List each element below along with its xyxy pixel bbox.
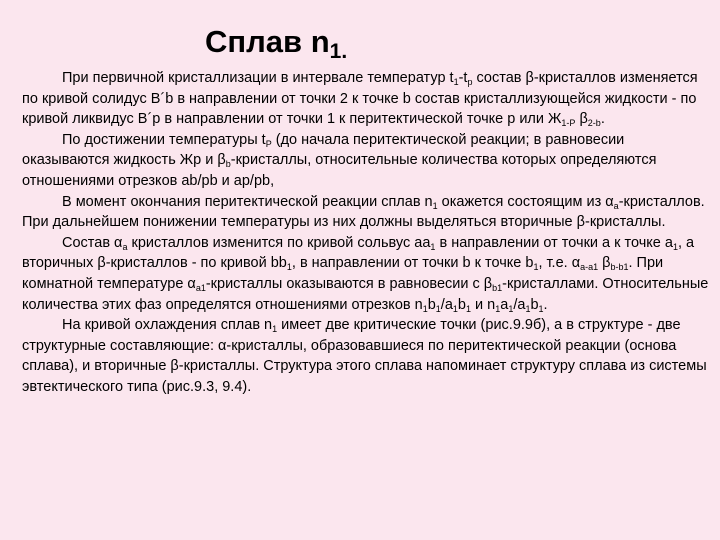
- text-run: b: [530, 296, 539, 313]
- subscript: 1: [286, 262, 292, 273]
- text-run: .: [543, 296, 548, 313]
- subscript: b-b1: [610, 262, 629, 273]
- subscript: 1: [465, 303, 471, 314]
- subscript: 1: [430, 241, 436, 252]
- text-run: окажется состоящим из α: [437, 193, 614, 210]
- paragraph: [22, 68, 712, 130]
- text-run: -t: [458, 70, 468, 86]
- subscript: 1: [272, 324, 278, 335]
- subscript: 1: [672, 241, 678, 252]
- text-run: По достижении температуры t: [62, 131, 266, 148]
- text-run: -кристаллы, относительные количества которых определяются отношениями отрезков ab/pb и ap/pb,: [22, 152, 657, 189]
- text-run: β: [598, 255, 611, 272]
- text-run: кристаллов изменится по кривой сольвус aa: [127, 234, 431, 251]
- title-subscript: 1.: [329, 40, 348, 63]
- subscript: a-a1: [580, 262, 599, 273]
- text-run: (до начала перитектической реакции; в равновесии оказываются жидкость Жр и β: [22, 131, 625, 169]
- title-text: Сплав n: [205, 24, 330, 59]
- text-run: При первичной кристаллизации в интервале температур t: [62, 70, 454, 86]
- subscript: P: [265, 138, 272, 149]
- subscript: a1: [195, 282, 206, 293]
- slide-title: [205, 24, 348, 63]
- text-run: β-кристаллов изменяется по кривой солидус B´b в направлении от точки 2 к точке b состав кристаллизующейся жидкости - по кривой ликвидус B´p в направлении от точки 1 к перитектической точке p или Ж: [22, 70, 698, 128]
- text-run: a: [500, 296, 509, 313]
- text-run: b: [427, 296, 436, 313]
- subscript: 1: [508, 303, 514, 314]
- paragraph: [22, 233, 712, 315]
- text-run: в направлении от точки a к точке a: [435, 234, 673, 251]
- text-run: , а вторичных β-кристаллов - по кривой bb: [22, 234, 695, 272]
- subscript: b1: [492, 282, 503, 293]
- text-run: , в направлении от точки b к точке b: [291, 255, 534, 272]
- paragraph: [22, 315, 712, 397]
- subscript: 1: [432, 200, 438, 211]
- text-run: , т.е. α: [538, 255, 581, 272]
- subscript: a: [613, 200, 619, 211]
- text-run: . При комнатной температуре α: [22, 255, 664, 292]
- text-run: состав: [472, 70, 526, 86]
- text-run: /a: [440, 296, 453, 313]
- subscript: 1: [435, 303, 441, 314]
- paragraph: [22, 130, 712, 192]
- text-run: -кристаллы оказываются в равновесии с β: [205, 275, 493, 292]
- subscript: 1: [538, 303, 544, 314]
- subscript: 1: [533, 262, 539, 273]
- text-run: -кристаллов. При дальнейшем понижении температуры из них должны выделяться вторичные β-кристаллы.: [22, 193, 705, 231]
- text-run: b: [457, 296, 466, 313]
- text-run: .: [600, 111, 605, 128]
- text-run: и n: [471, 296, 496, 313]
- subscript: b: [225, 159, 231, 170]
- subscript: 1: [453, 77, 459, 87]
- slide-body: [22, 68, 712, 398]
- text-run: имеет две критические точки (рис.9.9б), а в структуре - две структурные составляющие: α-кристаллы, образовавшиеся по перитектической реакции (основа сплава), и вторичные β-кристаллы. Структура этого сплава напоминает структуру сплава из системы эвтектического типа (рис.9.3, 9.4).: [22, 317, 707, 395]
- subscript: 1: [525, 303, 531, 314]
- text-run: Состав α: [62, 234, 123, 251]
- subscript: 1: [422, 303, 428, 314]
- text-run: На кривой охлаждения сплав n: [62, 317, 273, 334]
- subscript: p: [467, 77, 473, 87]
- subscript: 1: [452, 303, 458, 314]
- subscript: 1: [495, 303, 501, 314]
- text-run: /a: [513, 296, 526, 313]
- subscript: 1-P: [561, 118, 576, 129]
- subscript: a: [122, 241, 128, 252]
- text-run: -кристаллами. Относительные количества этих фаз определятся отношениями отрезков n: [22, 275, 709, 313]
- text-run: β: [575, 111, 588, 128]
- text-run: В момент окончания перитектической реакции сплав n: [62, 193, 433, 210]
- paragraph: [22, 192, 712, 233]
- subscript: 2-b: [587, 118, 601, 129]
